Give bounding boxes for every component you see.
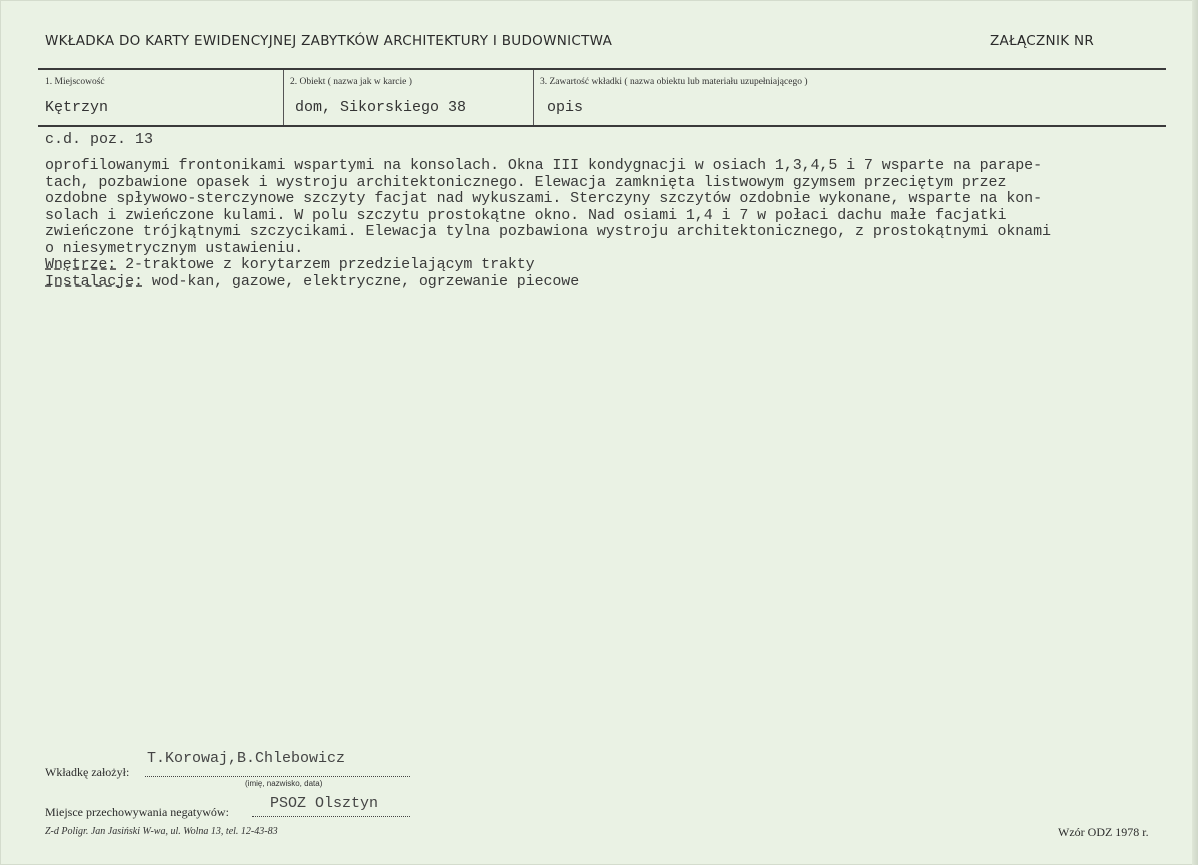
text-line: o niesymetrycznym ustawieniu. [45, 239, 304, 257]
description-text [45, 158, 1185, 290]
card-title: WKŁADKA DO KARTY EWIDENCYJNEJ ZABYTKÓW ARCHITEKTURY I BUDOWNICTWA [45, 33, 613, 49]
text-line: oprofilowanymi frontonikami wspartymi na konsolach. Okna III kondygnacji w osiach 1,3,4,5 i 7 wsparte na parape- [45, 157, 1042, 174]
top-rule [38, 68, 1166, 70]
founder-dotted-line [145, 776, 410, 777]
continuation-note: c.d. poz. 13 [45, 131, 154, 148]
attachment-number: ZAŁĄCZNIK NR [990, 33, 1095, 49]
field-label-content: 3. Zawartość wkładki ( nazwa obiektu lub materiału uzupełniającego ) [540, 77, 808, 87]
interior-line [45, 257, 1185, 274]
installations-label: Instalacje: [45, 272, 143, 290]
text-line: solach i zwieńczone kulami. W polu szczytu prostokątne okno. Nad osiami 1,4 i 7 w połaci dachu małe facjatki [45, 206, 1007, 224]
text-line: tach, pozbawione opasek i wystroju architektonicznego. Elewacja zamknięta listwowym gzymsem przeciętym przez [45, 173, 1007, 191]
card-edge [1192, 0, 1198, 865]
field-label-object: 2. Obiekt ( nazwa jak w karcie ) [290, 77, 412, 87]
installations-text: wod-kan, gazowe, elektryczne, ogrzewanie piecowe [142, 272, 580, 290]
printer-imprint: Z-d Poligr. Jan Jasiński W-wa, ul. Wolna 13, tel. 12-43-83 [45, 826, 278, 837]
field-divider [533, 70, 534, 125]
installations-line [45, 274, 1185, 291]
field-value-content: opis [547, 99, 584, 116]
field-label-locality: 1. Miejscowość [45, 77, 105, 87]
interior-text: 2-traktowe z korytarzem przedzielającym trakty [116, 256, 535, 273]
bottom-rule [38, 125, 1166, 127]
interior-label: Wnętrze: [45, 256, 117, 273]
field-value-locality: Kętrzyn [45, 99, 109, 116]
founder-hint: (imię, nazwisko, data) [245, 779, 323, 788]
field-divider [283, 70, 284, 125]
text-line: ozdobne spływowo-sterczynowe szczyty facjat nad wykuszami. Sterczyny szczytów ozdobnie wykonane, wsparte na kon- [45, 190, 1042, 207]
founder-label: Wkładkę założył: [45, 765, 130, 779]
negatives-value: PSOZ Olsztyn [270, 795, 379, 812]
founder-value: T.Korowaj,B.Chlebowicz [147, 750, 346, 767]
negatives-dotted-line [252, 816, 410, 817]
field-value-object: dom, Sikorskiego 38 [295, 99, 467, 116]
form-number: Wzór ODZ 1978 r. [1058, 825, 1149, 839]
negatives-label: Miejsce przechowywania negatywów: [45, 805, 229, 819]
text-line: zwieńczone trójkątnymi szczycikami. Elewacja tylna pozbawiona wystroju architektonicznego, z prostokątnymi oknami [45, 223, 1051, 240]
